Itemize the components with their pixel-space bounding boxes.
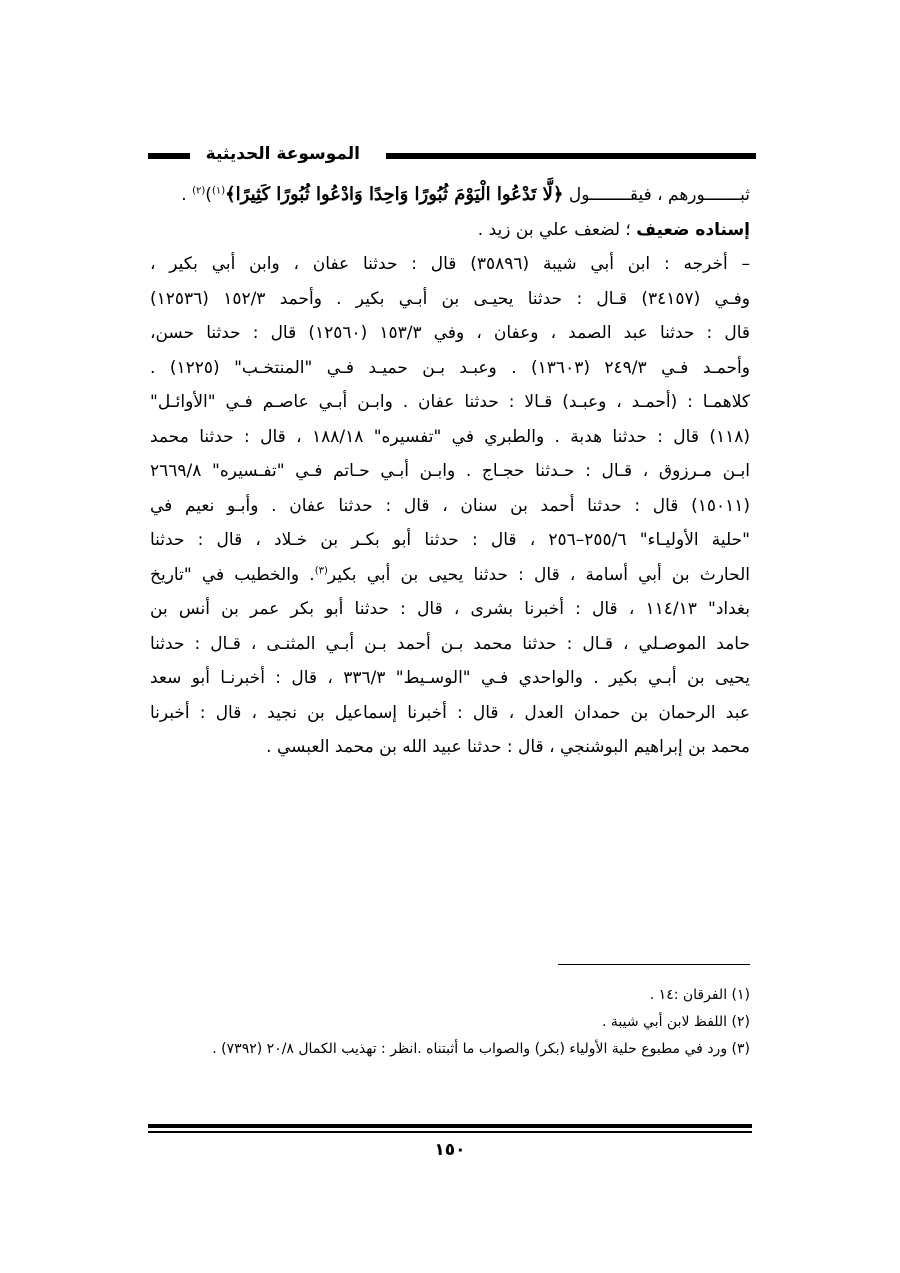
takhrij-line: (١١٨) قال : حدثنا هدبة . والطبري في "تفسيره" ١٨٨/١٨ ، قال : حدثنا محمد	[150, 426, 751, 447]
takhrij-line-part: . والخطيب في "تاريخ	[150, 564, 315, 585]
footnotes	[150, 982, 750, 1063]
footnote-ref-3: (٣)	[314, 564, 328, 576]
bottom-rule-thick	[148, 1124, 752, 1128]
footnote-ref-2: (٢)	[192, 185, 206, 197]
footnote-3: (٣) ورد في مطبوع حلية الأولياء (بكر) والصواب ما أثبتناه .انظر : تهذيب الكمال ٢٠/٨ (٧٣٩٢) .	[212, 1041, 750, 1057]
header-rule-long	[386, 153, 756, 159]
takhrij-line: بغداد" ١١٤/١٣ ، قال : أخبرنا بشرى ، قال : حدثنا أبو بكر عمر بن أنس بن	[150, 599, 750, 619]
takhrij-line: "حلية الأوليـاء" ٢٥٥/٦–٢٥٦ ، قال : حدثنا أبو بكـر بن خـلاد ، قال : حدثنا	[150, 530, 750, 550]
closing-paren: )	[205, 185, 212, 205]
takhrij-line: يحيى بن أبـي بكير . والواحدي فـي "الوسـيط" ٣٣٦/٣ ، قال : أخبرنـا أبو سعد	[150, 668, 750, 688]
isnad-paragraph	[150, 213, 750, 248]
takhrij-line-part: الحارث بن أبي أسامة ، قال : حدثنا يحيى بن أبي بكير	[327, 564, 750, 585]
isnad-reason: ؛ لضعف علي بن زيد .	[477, 219, 637, 240]
takhrij-line: عبد الرحمان بن حمدان العدل ، قال : أخبرنا إسماعيل بن نجيد ، قال : أخبرنا	[150, 702, 750, 723]
period: .	[181, 185, 193, 205]
page-header	[148, 140, 756, 180]
takhrij-line: كلاهمـا : (أحمـد ، وعبـد) قـالا : حدثنا عفان . وابـن أبـي عاصـم فـي "الأوائـل"	[150, 392, 750, 412]
takhrij-line	[150, 558, 750, 593]
quran-verse: ﴿لَّا تَدْعُوا الْيَوْمَ ثُبُورًا وَاحِدًا وَادْعُوا ثُبُورًا كَثِيرًا﴾	[225, 184, 564, 205]
header-rule-short	[148, 153, 190, 159]
takhrij-line: حامد الموصـلي ، قـال : حدثنا محمد بـن أحمد بـن أبـي المثنـى ، قـال : حدثنا	[150, 633, 750, 654]
footnote-2: (٢) اللفظ لابن أبي شيبة .	[601, 1014, 750, 1030]
bottom-rule-thin	[148, 1131, 752, 1133]
takhrij-line: ابـن مـرزوق ، قـال : حـدثنا حجـاج . وابـن أبـي حـاتم فـي "تفـسيره" ٢٦٦٩/٨	[150, 461, 750, 481]
takhrij-line: (١٥٠١١) قال : حدثنا أحمد بن سنان ، قال : حدثنا عفان . وأبـو نعيم في	[150, 495, 750, 516]
footnote-separator	[558, 964, 750, 965]
footnote-ref-1: (١)	[211, 185, 226, 197]
page-number: ١٥٠	[434, 1140, 466, 1160]
takhrij-line: – أخرجه : ابن أبي شيبة (٣٥٨٩٦) قال : حدثنا عفان ، وابن أبي بكير ،	[150, 254, 750, 274]
quran-paragraph	[150, 178, 750, 213]
takhrij-line: محمد بن إبراهيم البوشنجي ، قال : حدثنا عبيد الله بن محمد العبسي .	[266, 737, 750, 757]
takhrij-line: قال : حدثنا عبد الصمد ، وعفان ، وفي ١٥٣/٣ (١٢٥٦٠) قال : حدثنا حسن،	[150, 323, 750, 343]
takhrij-line: وأحمـد فـي ٢٤٩/٣ (١٣٦٠٣) . وعبـد بـن حميـد فـي "المنتخـب" (١٢٢٥) .	[150, 357, 750, 378]
takhrij-line: وفـي (٣٤١٥٧) قـال : حدثنا يحيـى بن أبـي بكير . وأحمد ١٥٢/٣ (١٢٥٣٦)	[150, 288, 750, 309]
isnad-label: إسناده ضعيف	[636, 219, 750, 240]
header-title: الموسوعة الحديثية	[205, 144, 360, 164]
footnote-1: (١) الفرقان :١٤ .	[649, 987, 750, 1003]
text-before-verse: ثبـــــــورهم ، فيقــــــــول	[563, 185, 750, 205]
main-text	[150, 178, 750, 765]
takhrij-paragraph	[150, 247, 750, 765]
